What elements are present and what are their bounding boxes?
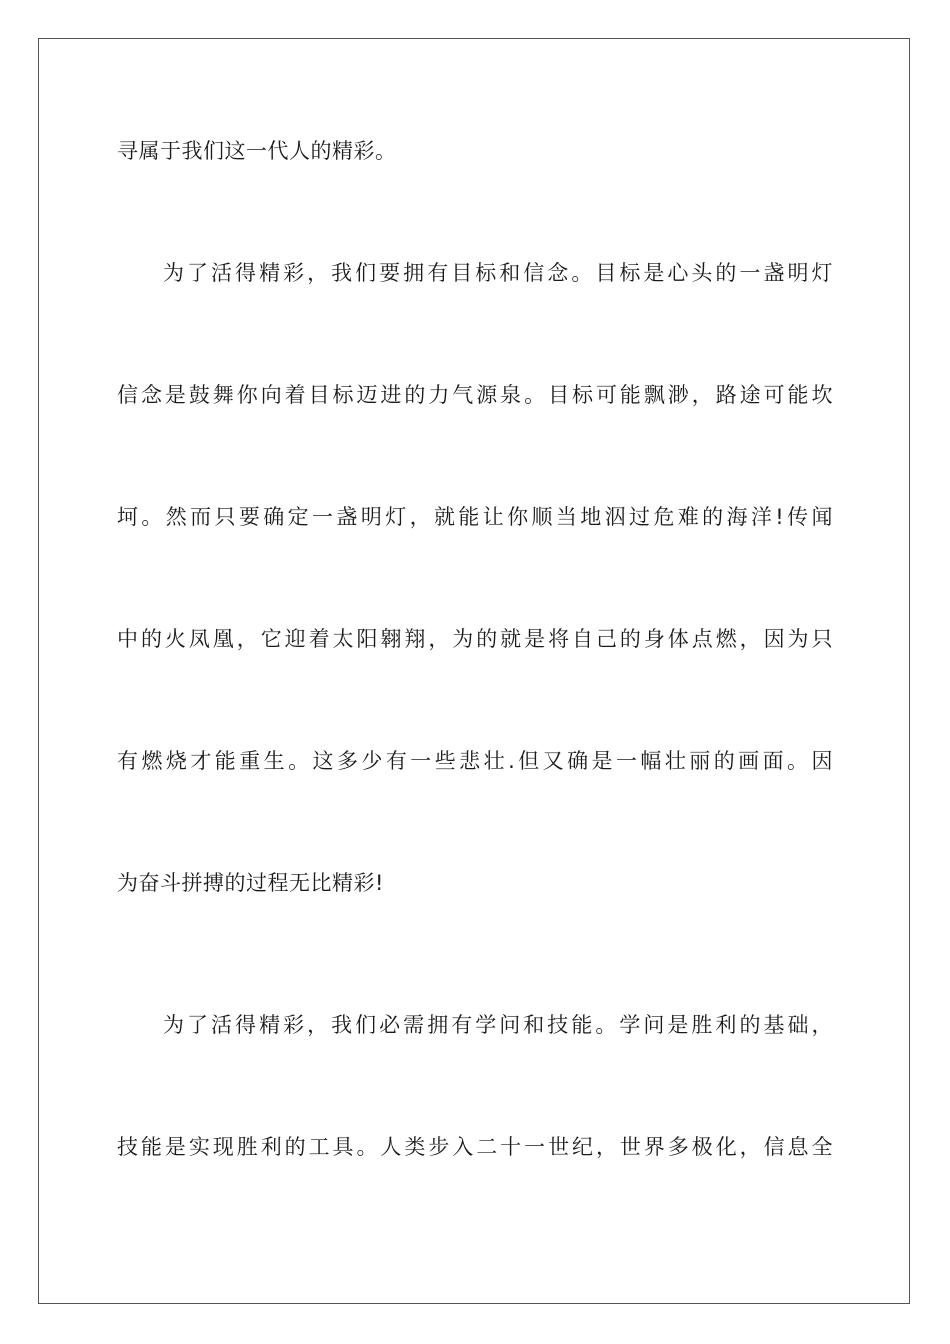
text-line: 技能是实现胜利的工具。人类步入二十一世纪，世界多极化，信息全 [117, 1135, 833, 1159]
text-line: 有燃烧才能重生。这多少有一些悲壮.但又确是一幅壮丽的画面。因 [117, 749, 833, 773]
text-line: 寻属于我们这一代人的精彩。 [117, 139, 397, 163]
text-line: 为奋斗拼搏的过程无比精彩! [117, 871, 384, 895]
page-border [38, 38, 910, 1304]
paragraph-first-line: 为了活得精彩，我们要拥有目标和信念。目标是心头的一盏明灯 [163, 261, 833, 285]
text-line: 中的火凤凰，它迎着太阳翱翔，为的就是将自己的身体点燃，因为只 [117, 627, 833, 651]
text-line: 信念是鼓舞你向着目标迈进的力气源泉。目标可能飘渺，路途可能坎 [117, 383, 833, 407]
text-line: 坷。然而只要确定一盏明灯，就能让你顺当地泅过危难的海洋!传闻 [117, 505, 833, 529]
paragraph-first-line: 为了活得精彩，我们必需拥有学问和技能。学问是胜利的基础， [163, 1013, 833, 1037]
